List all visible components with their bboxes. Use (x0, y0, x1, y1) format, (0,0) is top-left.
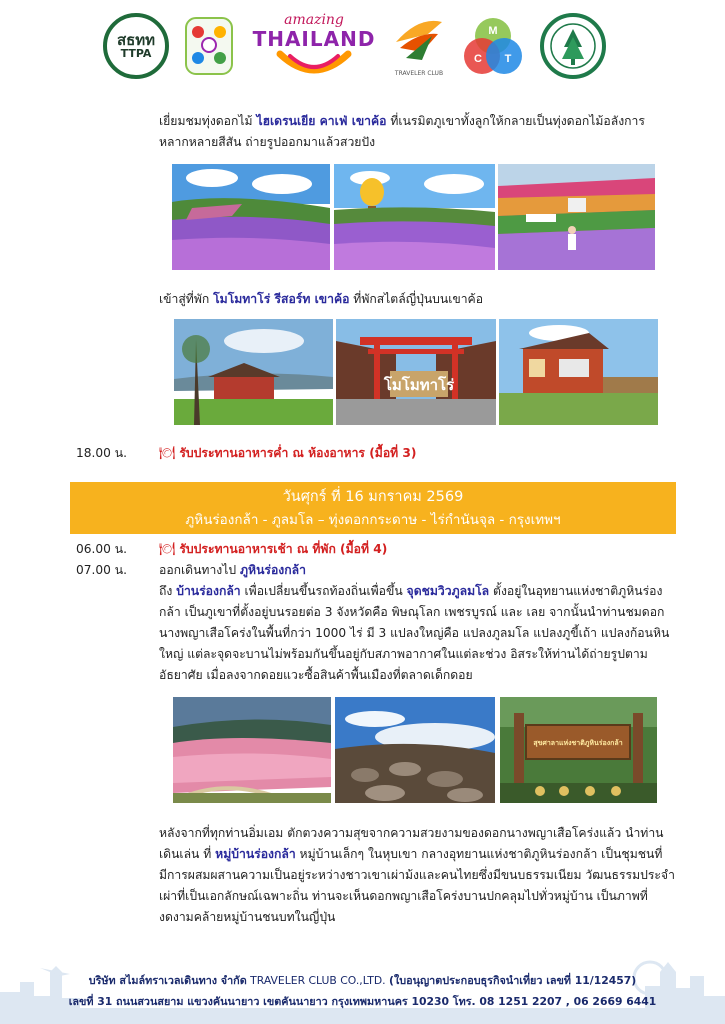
mct-letter-m: M (488, 25, 498, 37)
breakfast-dish-icon: 🍽 (159, 542, 176, 557)
mct-logo (458, 12, 528, 82)
footer-company-line (0, 972, 725, 989)
resort-text-pre: เข้าสู่ที่พัก (159, 292, 214, 306)
photo-momotaro-sign (336, 319, 496, 425)
resort-paragraph (159, 289, 699, 310)
day-banner (70, 482, 676, 534)
header-logos (0, 8, 725, 88)
day-banner-route: ภูหินร่องกล้า - ภูลมโล – ทุ่งดอกกระดาษ - ไร่กำนันจุล - กรุงเทพฯ (185, 512, 561, 528)
photo-resort-deck (499, 319, 658, 425)
thailand-text: THAILAND (252, 27, 376, 51)
tcc-logo (182, 14, 236, 78)
dinner-text: รับประทานอาหารค่ำ ณ ห้องอาหาร (มื้อที่ 3) (179, 446, 417, 460)
photo-flower-field-1 (172, 164, 330, 270)
hydrangea-cafe-name: ไฮเดรนเยีย คาเฟ่ เขาค้อ (256, 114, 387, 128)
hydrangea-paragraph (159, 111, 699, 153)
photo-rock-field (335, 697, 495, 803)
photo-cherry-blossom-hill (173, 697, 331, 803)
resort-text-post: ที่พักสไตล์ญี่ปุ่นบนเขาค้อ (349, 292, 484, 306)
depart-p1-pre: ถึง (159, 584, 177, 598)
depart-time: 07.00 น. (76, 563, 127, 577)
dinner-dish-icon: 🍽 (159, 446, 176, 461)
ttpa-logo-text-thai: สธทท (116, 31, 156, 49)
depart-line4: ใหญ่ แต่ละจุดจะบานไม่พร้อมกันขึ้นอยู่กับสภาพอากาศในแต่ละช่วง อิสระให้ท่านได้ถ่ายรูปตาม (159, 647, 648, 661)
village-line3: มีการผสมผสานความเป็นอยู่ระหว่างชาวเขาเผ่าม้งและคนไทยซึ่งมีขนบธรรมเนียม วัฒนธรรมประจำ (159, 868, 675, 882)
photo-flower-field-woman (498, 164, 655, 270)
village-line4: เผ่าที่เป็นเอกลักษณ์เฉพาะถิ่น ท่านจะเห็นดอกพญาเสือโคร่งบานปกคลุมไปทั่วหมู่บ้าน เป็นภาพที่ (159, 889, 648, 903)
village-line2-post: หมู่บ้านเล็กๆ ในหุบเขา กลางอุทยานแห่งชาติภูหินร่องกล้า เป็นชุมชนที่ (295, 847, 663, 861)
hydrangea-text-line2: หลากหลายสีสัน ถ่ายรูปออกมาแล้วสวยปัง (159, 135, 376, 149)
footer (0, 952, 725, 1024)
phu-lom-lo-viewpoint: จุดชมวิวภูลมโล (406, 584, 490, 598)
dinner-time: 18.00 น. (76, 446, 127, 460)
depart-text-pre: ออกเดินทางไป (159, 563, 240, 577)
momotaro-sign-text: โมโมทาโร่ (383, 376, 455, 394)
mct-letter-c: C (474, 53, 482, 65)
amazing-thailand-logo (250, 12, 378, 86)
ttpa-logo-text-en: TTPA (120, 47, 152, 60)
park-sign-text: สุขศาลาแห่งชาติภูหินร่องกล้า (533, 739, 623, 747)
resort-name: โมโมทาโร่ รีสอร์ท เขาค้อ (213, 292, 350, 306)
footer-license: (ใบอนุญาตประกอบธุรกิจนำเที่ยว เลขที่ 11/12457) (389, 974, 637, 987)
breakfast-text: รับประทานอาหารเช้า ณ ที่พัก (มื้อที่ 4) (179, 542, 388, 556)
ban-rong-kla-name: บ้านร่องกล้า (176, 584, 241, 598)
village-line2-pre: เดินเล่น ที่ (159, 847, 216, 861)
depart-p1-post: ตั้งอยู่ในอุทยานแห่งชาติภูหินร่อง (489, 584, 663, 598)
hydrangea-text-post: ที่เนรมิตภูเขาทั้งลูกให้กลายเป็นทุ่งดอกไม้อลังการ (386, 114, 645, 128)
environment-logo (540, 13, 606, 79)
amazing-text: amazing (284, 12, 344, 28)
photo-hot-air-balloon-field (334, 164, 495, 270)
photo-resort-houses (174, 319, 333, 425)
footer-company-en: TRAVELER CLUB CO.,LTD. (246, 974, 390, 987)
dinner-row (159, 443, 679, 464)
village-line1: หลังจากที่ทุกท่านอิ่มเอม ตักตวงความสุขจากความสวยงามของดอกนางพญาเสือโคร่งแล้ว นำท่าน (159, 826, 664, 840)
village-line5: งดงามคล้ายหมู่บ้านชนบทในญี่ปุ่น (159, 910, 336, 924)
village-name: หมู่บ้านร่องกล้า (215, 847, 296, 861)
village-paragraph (159, 823, 694, 928)
footer-company-thai: บริษัท สไมล์ทราเวลเดินทาง จำกัด (88, 974, 247, 987)
traveler-club-label: TRAVELER CLUB (394, 70, 444, 77)
ttpa-logo (103, 13, 169, 79)
traveler-club-logo (392, 12, 446, 84)
depart-destination: ภูหินร่องกล้า (240, 563, 306, 577)
depart-line5: อัธยาศัย เมื่อลงจากดอยแวะซื้อสินค้าพื้นเมืองที่ตลาดเด็กดอย (159, 668, 473, 682)
footer-address: เลขที่ 31 ถนนสวนสยาม แขวงคันนายาว เขตคันนายาว กรุงเทพมหานคร 10230 โทร. 08 1251 2207 , 06 2669 6441 (68, 995, 657, 1008)
breakfast-time: 06.00 น. (76, 542, 127, 556)
depart-line2: กล้า เป็นภูเขาที่ตั้งอยู่บนรอยต่อ 3 จังหวัดคือ พิษณุโลก เพชรบูรณ์ และ เลย จากนั้นนำท่านชมดอก (159, 605, 665, 619)
hydrangea-text-pre: เยี่ยมชมทุ่งดอกไม้ (159, 114, 257, 128)
mct-letter-t: T (504, 53, 512, 65)
day-banner-date: วันศุกร์ ที่ 16 มกราคม 2569 (282, 489, 464, 505)
depart-line3: นางพญาเสือโคร่งในพื้นที่กว่า 1000 ไร่ มี 3 แปลงใหญ่คือ แปลงภูลมโล แปลงภูขี้เถ้า แปลงก้อนหิน (159, 626, 670, 640)
depart-p1-mid: เพื่อเปลี่ยนขึ้นรถท้องถิ่นเพื่อขึ้น (240, 584, 407, 598)
breakfast-row (159, 539, 679, 560)
photo-park-sign (500, 697, 657, 803)
depart-paragraph (159, 560, 694, 686)
